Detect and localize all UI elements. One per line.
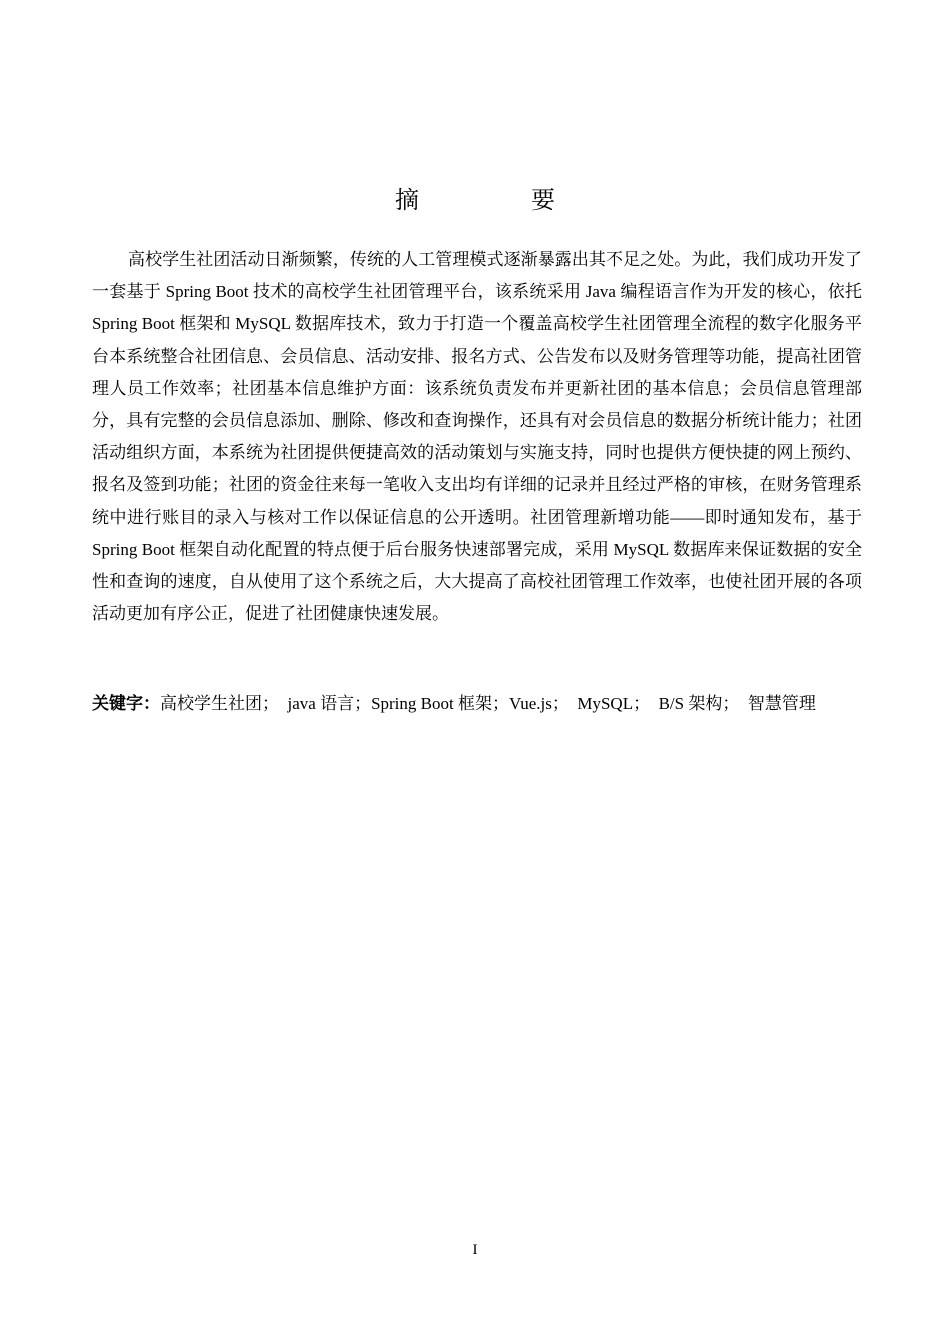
keywords-label: 关键字： [92,694,160,714]
abstract-body: 高校学生社团活动日渐频繁，传统的人工管理模式逐渐暴露出其不足之处。为此，我们成功开发了一套基于 Spring Boot 技术的高校学生社团管理平台，该系统采用 Java 编程语言作为开发的核心，依托 Spring Boot 框架和 MySQL 数据库技术，致力于打造一个覆盖高校学生社团管理全流程的数字化服务平台本系统整合社团信息、会员信息、活动安排、报名方式、公告发布以及财务管理等功能，提高社团管理人员工作效率；社团基本信息维护方面：该系统负责发布并更新社团的基本信息；会员信息管理部分，具有完整的会员信息添加、删除、修改和查询操作，还具有对会员信息的数据分析统计能力；社团活动组织方面，本系统为社团提供便捷高效的活动策划与实施支持，同时也提供方便快捷的网上预约、报名及签到功能；社团的资金往来每一笔收入支出均有详细的记录并且经过严格的审核，在财务管理系统中进行账目的录入与核对工作以保证信息的公开透明。社团管理新增功能——即时通知发布，基于 Spring Boot 框架自动化配置的特点便于后台服务快速部署完成，采用 MySQL 数据库来保证数据的安全性和查询的速度，自从使用了这个系统之后，大大提高了高校社团管理工作效率，也使社团开展的各项活动更加有序公正，促进了社团健康快速发展。 [92,250,862,624]
keywords-section [92,688,862,720]
page-number: I [472,1242,478,1258]
keywords-text: 高校学生社团； java 语言；Spring Boot 框架；Vue.js； MySQL； B/S 架构； 智慧管理 [160,694,816,713]
abstract-title: 摘 要 [395,186,599,214]
